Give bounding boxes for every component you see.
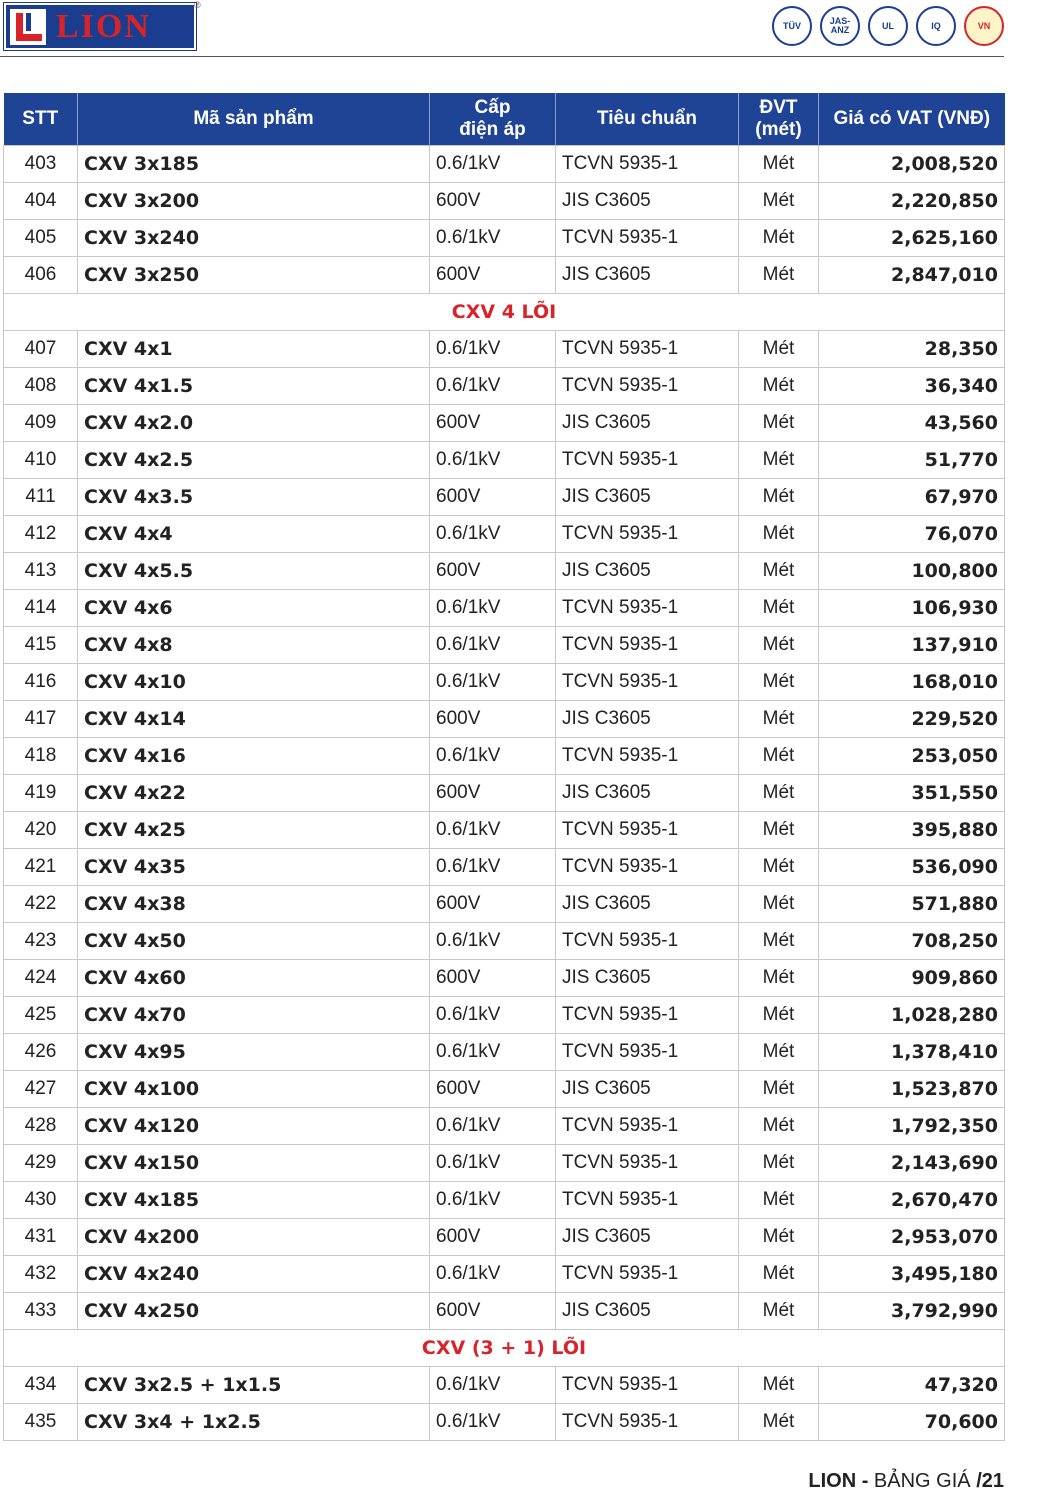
product-code: CXV 4x16 [78,738,430,775]
price-with-vat: 3,495,180 [819,1256,1005,1293]
product-code: CXV 4x5.5 [78,553,430,590]
section-title: CXV 4 LÕI [4,294,1005,331]
standard: TCVN 5935-1 [556,516,739,553]
product-code: CXV 4x25 [78,812,430,849]
product-code: CXV 4x70 [78,997,430,1034]
price-with-vat: 1,792,350 [819,1108,1005,1145]
product-code: CXV 4x150 [78,1145,430,1182]
voltage-rating: 600V [430,701,556,738]
voltage-rating: 0.6/1kV [430,516,556,553]
column-header-product-code: Mã sản phẩm [78,93,430,146]
table-row [4,701,1005,738]
row-number: 420 [4,812,78,849]
row-number: 425 [4,997,78,1034]
product-code: CXV 4x10 [78,664,430,701]
row-number: 424 [4,960,78,997]
voltage-rating: 0.6/1kV [430,664,556,701]
voltage-rating: 0.6/1kV [430,1034,556,1071]
table-row [4,1182,1005,1219]
unit: Mét [739,886,819,923]
standard: TCVN 5935-1 [556,368,739,405]
voltage-rating: 600V [430,257,556,294]
unit: Mét [739,1404,819,1441]
product-code: CXV 3x240 [78,220,430,257]
row-number: 431 [4,1219,78,1256]
product-code: CXV 4x6 [78,590,430,627]
tuv-badge-icon: TÜV [772,6,812,46]
unit: Mét [739,257,819,294]
row-number: 419 [4,775,78,812]
product-code: CXV 4x2.0 [78,405,430,442]
product-code: CXV 4x22 [78,775,430,812]
standard: TCVN 5935-1 [556,923,739,960]
standard: TCVN 5935-1 [556,1256,739,1293]
unit: Mét [739,553,819,590]
table-row [4,1071,1005,1108]
footer-brand: LION - [808,1470,869,1492]
voltage-rating: 600V [430,553,556,590]
price-with-vat: 2,143,690 [819,1145,1005,1182]
voltage-rating: 0.6/1kV [430,627,556,664]
standard: TCVN 5935-1 [556,849,739,886]
voltage-rating: 0.6/1kV [430,997,556,1034]
standard: JIS C3605 [556,1293,739,1330]
voltage-rating: 0.6/1kV [430,331,556,368]
table-row [4,775,1005,812]
table-row [4,1367,1005,1404]
certification-badges [772,6,1004,46]
product-code: CXV 4x120 [78,1108,430,1145]
price-with-vat: 571,880 [819,886,1005,923]
standard: JIS C3605 [556,701,739,738]
standard: JIS C3605 [556,479,739,516]
voltage-rating: 0.6/1kV [430,1404,556,1441]
unit: Mét [739,1108,819,1145]
unit: Mét [739,960,819,997]
voltage-rating: 0.6/1kV [430,442,556,479]
price-with-vat: 2,008,520 [819,146,1005,183]
voltage-rating: 0.6/1kV [430,812,556,849]
table-row [4,405,1005,442]
price-with-vat: 43,560 [819,405,1005,442]
unit: Mét [739,1034,819,1071]
page-footer [808,1470,1004,1493]
unit: Mét [739,701,819,738]
price-with-vat: 51,770 [819,442,1005,479]
unit: Mét [739,738,819,775]
unit: Mét [739,849,819,886]
unit: Mét [739,812,819,849]
product-code: CXV 4x100 [78,1071,430,1108]
unit: Mét [739,368,819,405]
voltage-rating: 0.6/1kV [430,1182,556,1219]
row-number: 435 [4,1404,78,1441]
page-number: /21 [976,1470,1004,1492]
table-row [4,146,1005,183]
table-row [4,960,1005,997]
unit: Mét [739,1256,819,1293]
unit: Mét [739,664,819,701]
standard: TCVN 5935-1 [556,997,739,1034]
row-number: 407 [4,331,78,368]
standard: TCVN 5935-1 [556,1367,739,1404]
row-number: 418 [4,738,78,775]
voltage-rating: 600V [430,775,556,812]
price-with-vat: 76,070 [819,516,1005,553]
standard: JIS C3605 [556,1071,739,1108]
section-row [4,294,1005,331]
price-with-vat: 36,340 [819,368,1005,405]
price-with-vat: 2,847,010 [819,257,1005,294]
table-row [4,590,1005,627]
standard: TCVN 5935-1 [556,1145,739,1182]
standard: JIS C3605 [556,405,739,442]
price-table [3,93,1005,1441]
price-with-vat: 1,523,870 [819,1071,1005,1108]
product-code: CXV 4x1 [78,331,430,368]
voltage-rating: 600V [430,1293,556,1330]
price-with-vat: 28,350 [819,331,1005,368]
unit: Mét [739,479,819,516]
price-with-vat: 2,220,850 [819,183,1005,220]
standard: TCVN 5935-1 [556,1182,739,1219]
product-code: CXV 4x1.5 [78,368,430,405]
standard: TCVN 5935-1 [556,146,739,183]
voltage-rating: 0.6/1kV [430,738,556,775]
product-code: CXV 3x185 [78,146,430,183]
product-code: CXV 4x38 [78,886,430,923]
unit: Mét [739,1219,819,1256]
column-header-stt: STT [4,93,78,146]
table-row [4,257,1005,294]
standard: TCVN 5935-1 [556,590,739,627]
product-code: CXV 4x250 [78,1293,430,1330]
product-code: CXV 4x35 [78,849,430,886]
price-with-vat: 137,910 [819,627,1005,664]
product-code: CXV 4x50 [78,923,430,960]
header-divider [0,56,1004,57]
standard: TCVN 5935-1 [556,220,739,257]
product-code: CXV 4x200 [78,1219,430,1256]
row-number: 408 [4,368,78,405]
row-number: 405 [4,220,78,257]
row-number: 406 [4,257,78,294]
vietnam-quality-badge-icon: VN [964,6,1004,46]
product-code: CXV 4x8 [78,627,430,664]
standard: JIS C3605 [556,183,739,220]
unit: Mét [739,442,819,479]
unit: Mét [739,1182,819,1219]
voltage-rating: 600V [430,405,556,442]
voltage-rating: 600V [430,960,556,997]
row-number: 422 [4,886,78,923]
product-code: CXV 4x240 [78,1256,430,1293]
voltage-rating: 0.6/1kV [430,220,556,257]
table-row [4,849,1005,886]
row-number: 432 [4,1256,78,1293]
row-number: 433 [4,1293,78,1330]
price-with-vat: 536,090 [819,849,1005,886]
price-with-vat: 253,050 [819,738,1005,775]
unit: Mét [739,1293,819,1330]
table-row [4,220,1005,257]
table-row [4,479,1005,516]
row-number: 430 [4,1182,78,1219]
product-code: CXV 4x14 [78,701,430,738]
iq-badge-icon: IQ [916,6,956,46]
row-number: 412 [4,516,78,553]
footer-title: BẢNG GIÁ [868,1470,977,1492]
price-with-vat: 1,378,410 [819,1034,1005,1071]
voltage-rating: 0.6/1kV [430,923,556,960]
table-row [4,368,1005,405]
table-row [4,664,1005,701]
row-number: 416 [4,664,78,701]
page-header [0,0,1044,56]
unit: Mét [739,146,819,183]
standard: JIS C3605 [556,886,739,923]
table-row [4,516,1005,553]
table-row [4,1219,1005,1256]
standard: JIS C3605 [556,257,739,294]
row-number: 414 [4,590,78,627]
table-row [4,1293,1005,1330]
row-number: 417 [4,701,78,738]
unit: Mét [739,516,819,553]
row-number: 428 [4,1108,78,1145]
table-row [4,183,1005,220]
price-with-vat: 708,250 [819,923,1005,960]
unit: Mét [739,775,819,812]
row-number: 413 [4,553,78,590]
row-number: 421 [4,849,78,886]
unit: Mét [739,1145,819,1182]
table-row [4,1256,1005,1293]
price-with-vat: 2,625,160 [819,220,1005,257]
product-code: CXV 3x2.5 + 1x1.5 [78,1367,430,1404]
unit: Mét [739,1367,819,1404]
product-code: CXV 4x4 [78,516,430,553]
price-with-vat: 2,670,470 [819,1182,1005,1219]
table-row [4,997,1005,1034]
product-code: CXV 4x185 [78,1182,430,1219]
price-with-vat: 3,792,990 [819,1293,1005,1330]
table-row [4,1404,1005,1441]
price-with-vat: 351,550 [819,775,1005,812]
ul-badge-icon: UL [868,6,908,46]
table-header-row [4,93,1005,146]
voltage-rating: 600V [430,1219,556,1256]
brand-name: LION [56,7,151,45]
table-row [4,1145,1005,1182]
row-number: 411 [4,479,78,516]
voltage-rating: 0.6/1kV [430,368,556,405]
product-code: CXV 3x250 [78,257,430,294]
product-code: CXV 3x4 + 1x2.5 [78,1404,430,1441]
table-row [4,923,1005,960]
product-code: CXV 4x95 [78,1034,430,1071]
standard: JIS C3605 [556,960,739,997]
row-number: 409 [4,405,78,442]
voltage-rating: 0.6/1kV [430,1256,556,1293]
voltage-rating: 0.6/1kV [430,849,556,886]
row-number: 415 [4,627,78,664]
voltage-rating: 600V [430,183,556,220]
voltage-rating: 0.6/1kV [430,1367,556,1404]
voltage-rating: 0.6/1kV [430,1108,556,1145]
row-number: 429 [4,1145,78,1182]
price-with-vat: 395,880 [819,812,1005,849]
unit: Mét [739,923,819,960]
standard: JIS C3605 [556,775,739,812]
table-row [4,553,1005,590]
price-with-vat: 106,930 [819,590,1005,627]
voltage-rating: 0.6/1kV [430,590,556,627]
table-row [4,812,1005,849]
price-with-vat: 1,028,280 [819,997,1005,1034]
lion-logo [4,3,196,50]
lion-logo-icon [10,9,46,45]
product-code: CXV 4x2.5 [78,442,430,479]
table-row [4,331,1005,368]
column-header-standard: Tiêu chuẩn [556,93,739,146]
unit: Mét [739,405,819,442]
product-code: CXV 4x3.5 [78,479,430,516]
product-code: CXV 3x200 [78,183,430,220]
standard: TCVN 5935-1 [556,331,739,368]
jas-anz-badge-icon: JAS-ANZ [820,6,860,46]
column-header-unit: ĐVT (mét) [739,93,819,146]
standard: JIS C3605 [556,1219,739,1256]
standard: TCVN 5935-1 [556,1108,739,1145]
table-row [4,442,1005,479]
row-number: 410 [4,442,78,479]
standard: TCVN 5935-1 [556,627,739,664]
column-header-price: Giá có VAT (VNĐ) [819,93,1005,146]
price-with-vat: 909,860 [819,960,1005,997]
voltage-rating: 600V [430,479,556,516]
table-row [4,738,1005,775]
unit: Mét [739,183,819,220]
price-with-vat: 229,520 [819,701,1005,738]
standard: TCVN 5935-1 [556,738,739,775]
standard: TCVN 5935-1 [556,1034,739,1071]
price-with-vat: 100,800 [819,553,1005,590]
standard: JIS C3605 [556,553,739,590]
registered-mark: ® [194,0,201,10]
price-with-vat: 47,320 [819,1367,1005,1404]
column-header-voltage: Cấp điện áp [430,93,556,146]
table-row [4,1034,1005,1071]
row-number: 426 [4,1034,78,1071]
standard: TCVN 5935-1 [556,1404,739,1441]
row-number: 423 [4,923,78,960]
unit: Mét [739,331,819,368]
price-with-vat: 67,970 [819,479,1005,516]
price-with-vat: 168,010 [819,664,1005,701]
voltage-rating: 0.6/1kV [430,146,556,183]
row-number: 403 [4,146,78,183]
voltage-rating: 600V [430,886,556,923]
unit: Mét [739,627,819,664]
section-title: CXV (3 + 1) LÕI [4,1330,1005,1367]
row-number: 427 [4,1071,78,1108]
voltage-rating: 600V [430,1071,556,1108]
standard: TCVN 5935-1 [556,812,739,849]
unit: Mét [739,1071,819,1108]
row-number: 404 [4,183,78,220]
row-number: 434 [4,1367,78,1404]
table-row [4,1108,1005,1145]
standard: TCVN 5935-1 [556,442,739,479]
table-row [4,886,1005,923]
unit: Mét [739,220,819,257]
price-with-vat: 70,600 [819,1404,1005,1441]
unit: Mét [739,997,819,1034]
table-row [4,627,1005,664]
section-row [4,1330,1005,1367]
standard: TCVN 5935-1 [556,664,739,701]
price-with-vat: 2,953,070 [819,1219,1005,1256]
voltage-rating: 0.6/1kV [430,1145,556,1182]
unit: Mét [739,590,819,627]
product-code: CXV 4x60 [78,960,430,997]
